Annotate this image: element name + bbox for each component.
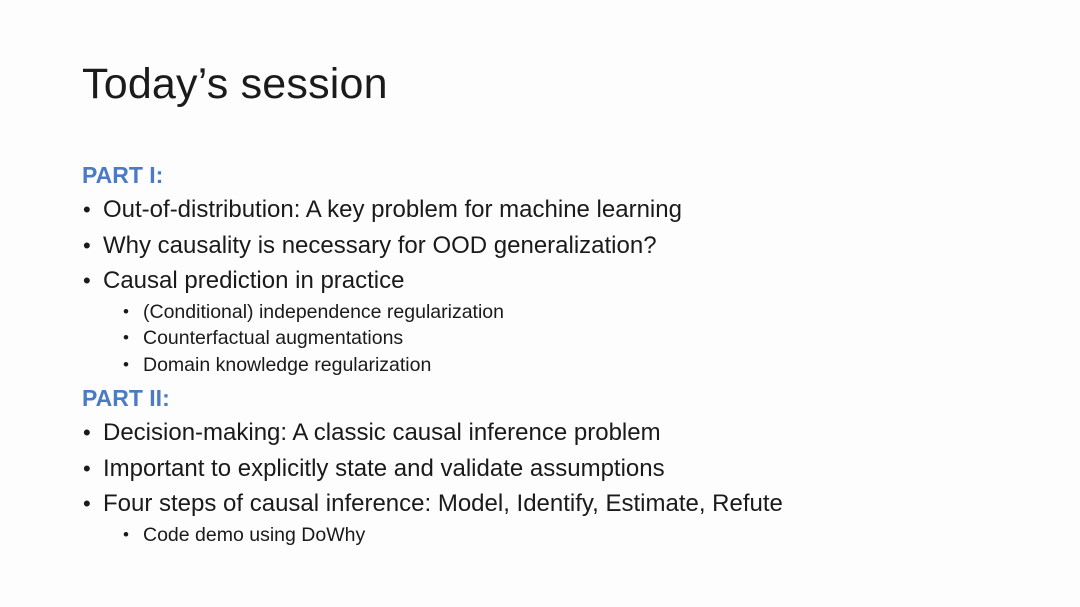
bullet-point-icon: •: [83, 491, 91, 516]
sub-bullet-item: [82, 325, 1042, 352]
bullet-point-icon: •: [123, 328, 129, 347]
bullet-text: Out-of-distribution: A key problem for machine learning: [103, 196, 682, 223]
bullet-item: [82, 263, 1042, 299]
slide-title: Today’s session: [82, 60, 388, 108]
bullet-item: [82, 451, 1042, 487]
sub-bullet-item: [82, 299, 1042, 326]
bullet-item: [82, 192, 1042, 228]
bullet-text: Why causality is necessary for OOD generalization?: [103, 231, 657, 259]
sub-bullet-text: Code demo using DoWhy: [143, 523, 366, 546]
part-1-heading: PART I:: [82, 162, 164, 188]
bullet-item: [82, 415, 1042, 451]
bullet-point-icon: •: [83, 232, 91, 258]
bullet-point-icon: •: [83, 455, 91, 481]
bullet-text: Four steps of causal inference: Model, Identify, Estimate, Refute: [103, 490, 783, 517]
bullet-item: [82, 228, 1042, 264]
sub-bullet-text: Domain knowledge regularization: [143, 353, 432, 376]
sub-bullet-item: [82, 352, 1042, 379]
bullet-point-icon: •: [123, 354, 129, 374]
bullet-item: [82, 486, 1042, 522]
bullet-point-icon: •: [83, 197, 91, 222]
part-2-heading: PART II:: [82, 385, 170, 411]
bullet-text: Important to explicitly state and validate assumptions: [103, 454, 665, 482]
sub-bullet-text: Counterfactual augmentations: [143, 327, 404, 349]
bullet-text: Causal prediction in practice: [103, 267, 405, 294]
slide-content: [82, 158, 1042, 548]
bullet-point-icon: •: [123, 524, 129, 544]
bullet-point-icon: •: [83, 420, 91, 445]
sub-bullet-text: (Conditional) independence regularization: [143, 300, 504, 323]
bullet-point-icon: •: [83, 268, 91, 293]
bullet-text: Decision-making: A classic causal inference problem: [103, 419, 661, 446]
bullet-point-icon: •: [123, 301, 129, 321]
sub-bullet-item: [82, 522, 1042, 549]
